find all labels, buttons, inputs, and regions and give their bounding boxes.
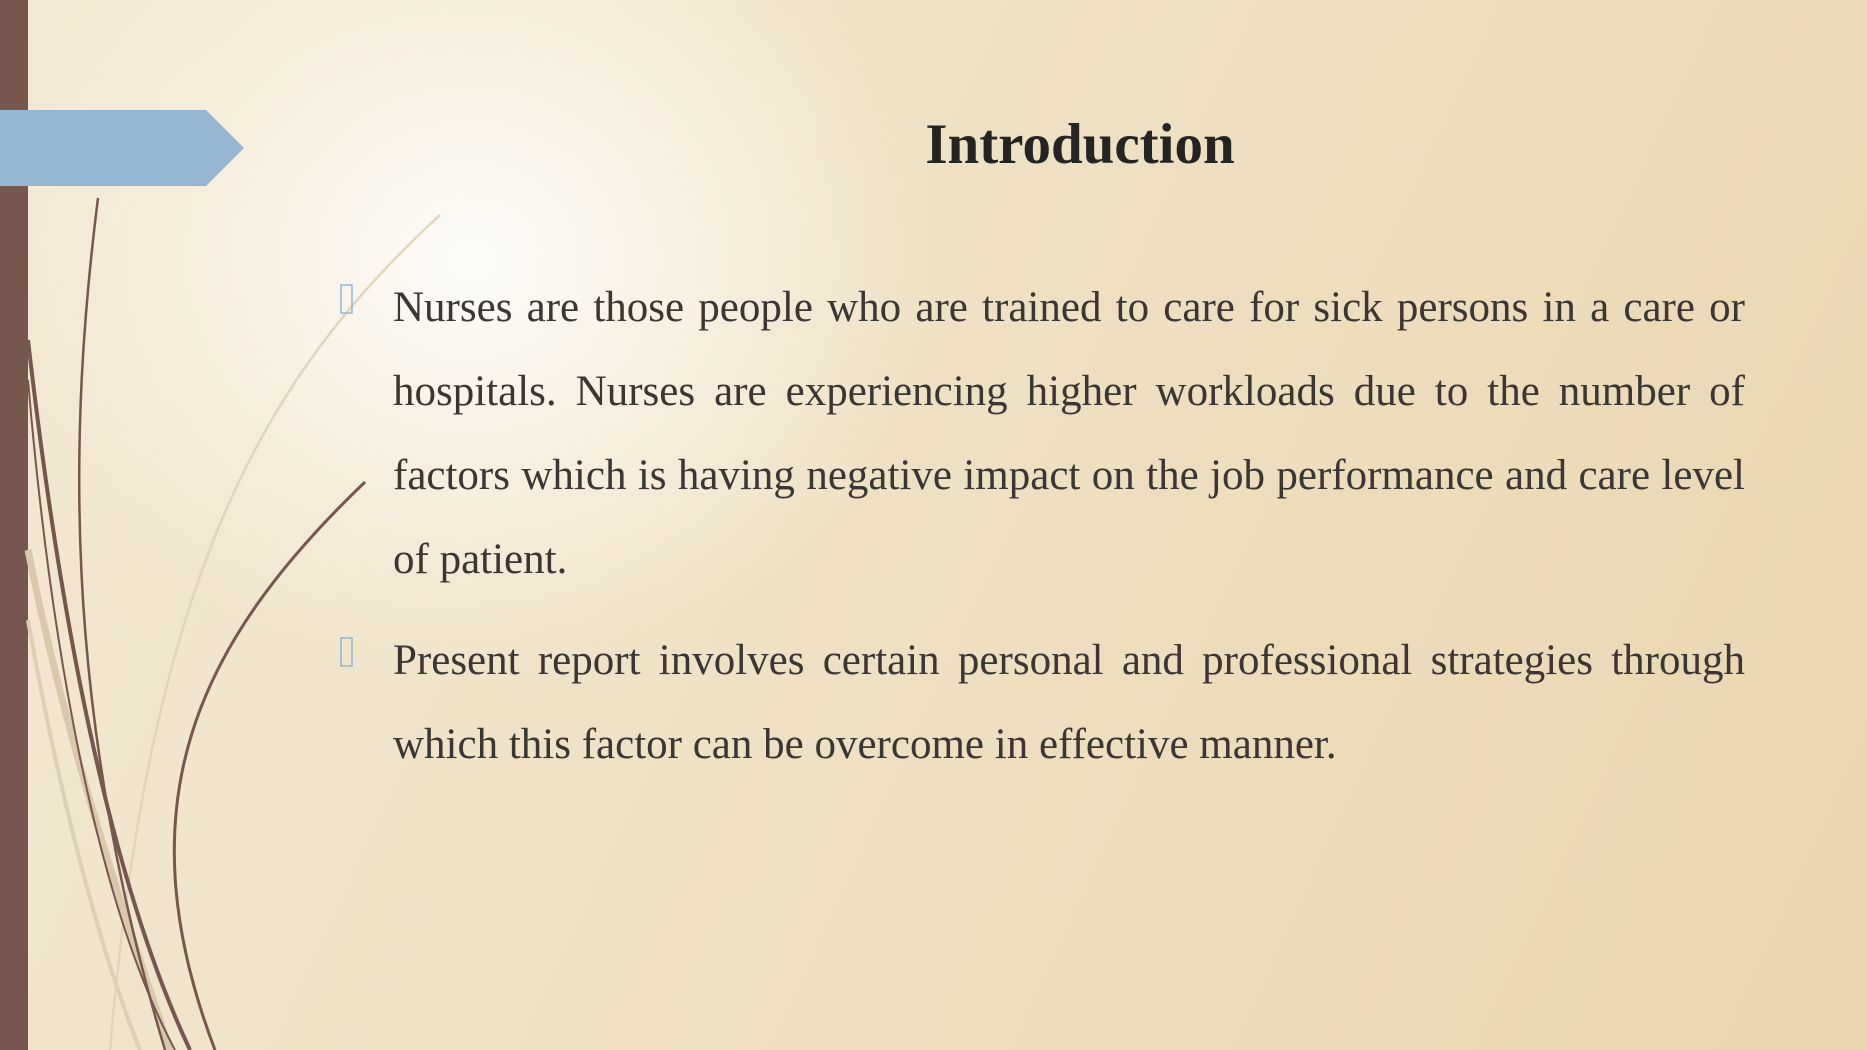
bullet-item: [340, 266, 1745, 602]
bullet-list: [340, 266, 1745, 804]
bullet-text: Present report involves certain personal and professional strategies through which this factor can be overcome in effective manner.: [393, 637, 1745, 768]
hollow-rectangle-bullet-icon: [340, 284, 353, 314]
brown-stem-3: [28, 380, 175, 1050]
hollow-rectangle-bullet-icon: [340, 637, 353, 667]
slide-title: Introduction: [925, 113, 1235, 176]
tan-stem-2: [28, 620, 140, 1050]
bullet-item: [340, 619, 1745, 787]
blue-arrow-banner: [0, 110, 244, 186]
bullet-text: Nurses are those people who are trained to care for sick persons in a care or hospitals. Nurses are experiencing higher workloads due to the number of factors which is having negative impact on the job performance and care level of patient.: [393, 284, 1745, 583]
tan-stem-1: [28, 550, 170, 1050]
